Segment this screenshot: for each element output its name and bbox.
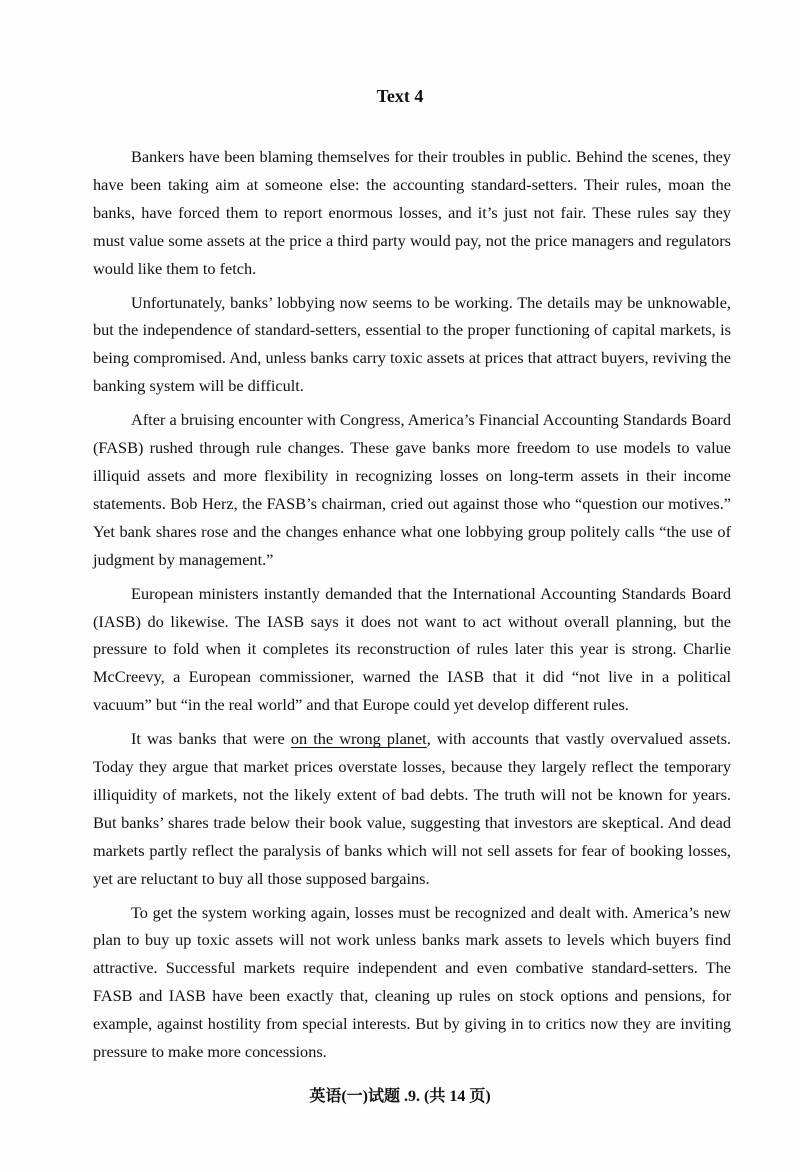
paragraph-3: After a bruising encounter with Congress, America’s Financial Accounting Standards Board (FASB) rushed through rule changes. These gave banks more freedom to use models to value illiquid assets and more flexibility in recognizing losses on long-term assets in their income statements. Bob Herz, the FASB’s chairman, cried out against those who “question our motives.” Yet bank shares rose and the changes enhance what one lobbying group politely calls “the use of judgment by management.”	[93, 410, 731, 569]
paragraph-4: European ministers instantly demanded that the International Accounting Standards Board (IASB) do likewise. The IASB says it does not want to act without overall planning, but the pressure to fold when it completes its reconstruction of rules later this year is strong. Charlie McCreevy, a European commissioner, warned the IASB that it did “not live in a political vacuum” but “in the real world” and that Europe could yet develop different rules.	[93, 583, 731, 715]
paragraph-2: Unfortunately, banks’ lobbying now seems to be working. The details may be unknowable, but the independence of standard-setters, essential to the proper functioning of capital markets, is being compromised. And, unless banks carry toxic assets at prices that attract buyers, reviving the banking system will be difficult.	[93, 292, 731, 396]
passage-body	[93, 143, 731, 1072]
paragraph-1: Bankers have been blaming themselves for their troubles in public. Behind the scenes, they have been taking aim at someone else: the accounting standard-setters. Their rules, moan the banks, have forced them to report enormous losses, and it’s just not fair. These rules say they must value some assets at the price a third party would pay, not the price managers and regulators would like them to fetch.	[93, 147, 731, 278]
text-title: Text 4	[376, 86, 424, 106]
paragraph-5	[93, 725, 731, 892]
page-footer: 英语(一)试题 .9. (共 14 页)	[309, 1088, 491, 1105]
paragraph-5-start: It was banks that were	[131, 729, 291, 749]
underlined-phrase: on the wrong planet	[290, 729, 427, 749]
paragraph-5-rest: , with accounts that vastly overvalued assets. Today they argue that market prices overstate losses, because they largely reflect the temporary illiquidity of markets, not the likely extent of bad debts. The truth will not be known for years. But banks’ shares trade below their book value, suggesting that investors are skeptical. And dead markets partly reflect the paralysis of banks which will not sell assets for fear of booking losses, yet are reluctant to buy all those supposed bargains.	[93, 729, 731, 888]
paragraph-6: To get the system working again, losses must be recognized and dealt with. America’s new plan to buy up toxic assets will not work unless banks mark assets to levels which buyers find attractive. Successful markets require independent and even combative standard-setters. The FASB and IASB have been exactly that, cleaning up rules on stock options and pensions, for example, against hostility from special interests. But by giving in to critics now they are inviting pressure to make more concessions.	[93, 902, 731, 1062]
